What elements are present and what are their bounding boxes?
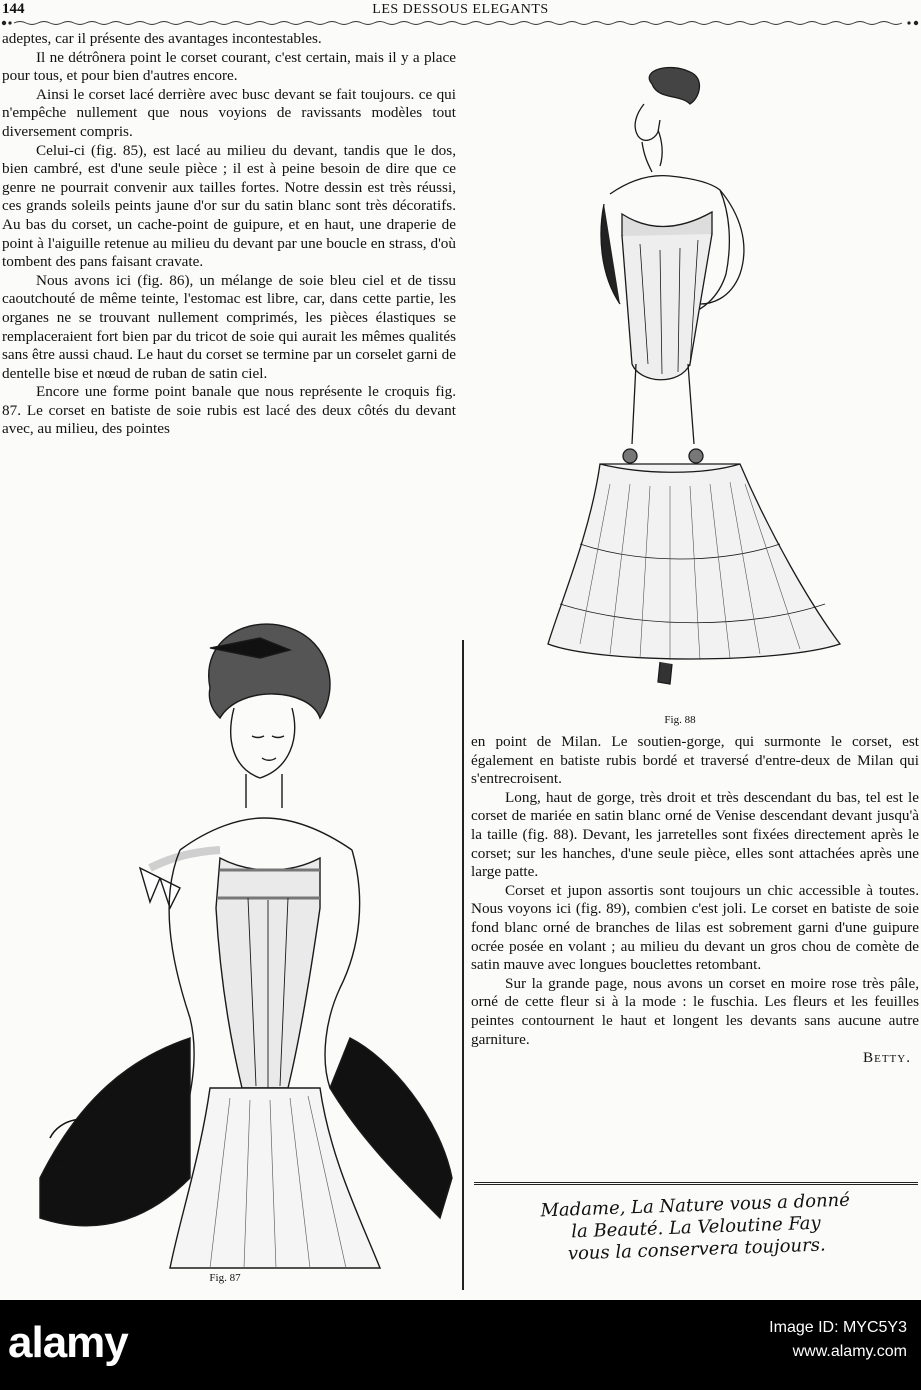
right-column-text <box>471 733 919 1068</box>
page-number: 144 <box>2 1 25 17</box>
advertisement-box <box>474 1182 918 1277</box>
fig88-illustration <box>540 64 860 709</box>
paragraph: Celui-ci (fig. 85), est lacé au milieu du devant, tandis que le dos, bien cambré, est d'une seule pièce ; il est à peine besoin de dire que ce genre ne pourrait convenir aux tailles fortes. Notre dessin est très réussi, ces grands soleils peints jaune d'or sur du satin blanc sont très décoratifs. Au bas du corset, un cache-point de guipure, et en haut, une draperie de point à l'aiguille retenue au milieu du devant par une boucle en strass, d'où tombent des pans faisant cravate. <box>2 141 456 271</box>
running-title: LES DESSOUS ELEGANTS <box>372 2 549 17</box>
image-id-block <box>769 1316 907 1364</box>
paragraph: Encore une forme point banale que nous représente le croquis fig. 87. Le corset en batiste de soie rubis est lacé des deux côtés du devant avec, au milieu, des pointes <box>2 383 456 438</box>
header-ornamental-rule <box>0 20 921 26</box>
ad-line-1: Madame, La Nature vous a donné <box>540 1189 851 1222</box>
site-url: www.alamy.com <box>792 1343 907 1360</box>
image-id: Image ID: MYC5Y3 <box>769 1319 907 1336</box>
fig88-caption: Fig. 88 <box>664 714 696 726</box>
paragraph: adeptes, car il présente des avantages incontestables. <box>2 30 322 47</box>
fig87-caption: Fig. 87 <box>209 1272 241 1284</box>
ad-line-2: la Beauté. La Veloutine Fay <box>570 1212 822 1243</box>
paragraph: en point de Milan. Le soutien-gorge, qui surmonte le corset, est également en batiste rubis bordé et traversé d'entre-deux de Milan qui s'entrecroisent. <box>471 733 919 788</box>
advertisement-text <box>473 1187 919 1268</box>
paragraph: Il ne détrônera point le corset courant, c'est certain, mais il y a place pour tous, et pour bien d'autres encore. <box>2 48 456 85</box>
author-signature: Betty. <box>862 1049 911 1067</box>
paragraph: Nous avons ici (fig. 86), un mélange de soie bleu ciel et de tissu caoutchouté de même teinte, l'estomac est libre, car, dans cette partie, les organes ne se trouvant nullement comprimés, les pièces élastiques se remplaceraient fort bien par du tricot de soie qui aurait les mêmes qualités sans être aussi chaud. Le haut du corset se termine par un corselet garni de dentelle bise et nœud de ruban de satin ciel. <box>2 271 456 382</box>
column-divider <box>462 640 464 1290</box>
fig87-illustration <box>20 618 460 1273</box>
ad-line-3: vous la conservera toujours. <box>567 1234 826 1265</box>
paragraph: Ainsi le corset lacé derrière avec busc devant se fait toujours. ce qui n'empêche nullement que nous voyions de ravissants modèles tout diversement compris. <box>2 85 456 140</box>
page-header <box>0 0 921 24</box>
paragraph: Corset et jupon assortis sont toujours un chic accessible à toutes. Nous voyons ici (fig. 89), combien c'est joli. Le corset en batiste de soie fond blanc orné de branches de lilas est sobrement garni d'une guipure ocrée posée en volant ; au milieu du devant un gros chou de comète de satin mauve avec longues bouclettes retombant. <box>471 881 919 974</box>
paragraph: Long, haut de gorge, très droit et très descendant du bas, tel est le corset de mariée en satin blanc orné de Venise descendant devant jusqu'à la taille (fig. 88). Devant, les jarretelles sont fixées directement après le corset; sur les hanches, d'une seule pièce, elles sont attachées après une large patte. <box>471 788 919 881</box>
paragraph: Sur la grande page, nous avons un corset en moire rose très pâle, orné de cette fleur si à la mode : le fuschia. Les fleurs et les feuilles peintes contournent le haut et longent les devants sans aucune autre garniture. <box>471 974 919 1048</box>
alamy-logo: alamy <box>8 1318 128 1367</box>
left-column-text <box>2 30 456 439</box>
